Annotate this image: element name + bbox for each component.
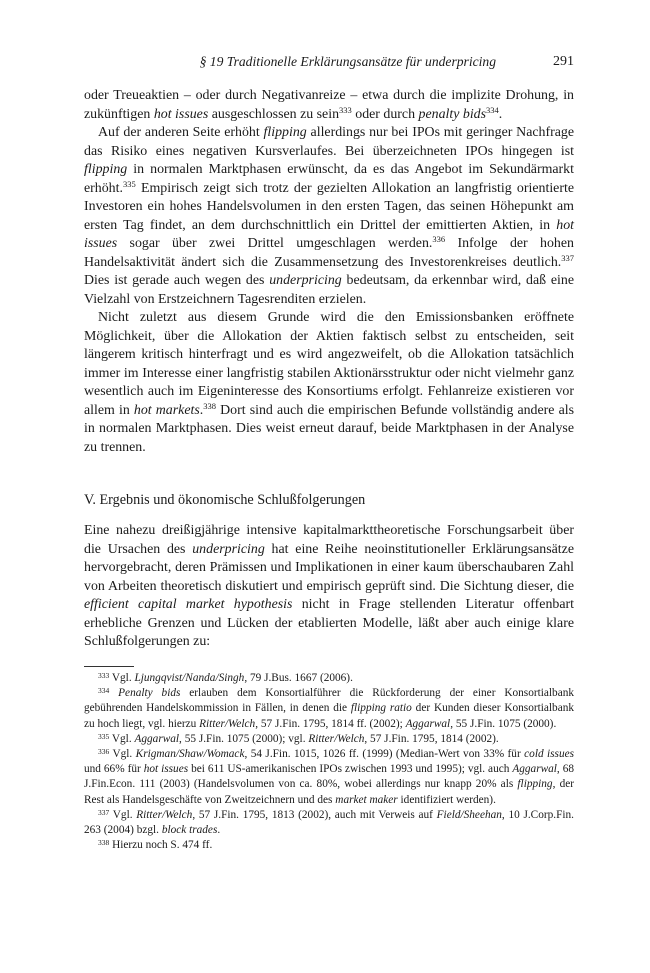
body-text	[84, 87, 574, 457]
italic-term: cold issues	[524, 748, 575, 761]
text-run: , 79 J.Bus. 1667 (2006).	[244, 672, 353, 684]
text-run: ausgeschlossen zu sein	[208, 106, 340, 122]
footnote	[84, 747, 574, 808]
italic-term: hot issues	[143, 763, 189, 776]
paragraph	[84, 309, 574, 457]
text-run: Vgl.	[109, 732, 135, 745]
text-run: , der Rest als Handelsgeschäfte von Zweitzeichnern und des	[84, 778, 575, 806]
footnote	[84, 808, 574, 838]
text-run: Empirisch zeigt sich trotz der gezielten Allokation an langfristig orientierte Investoren ein hohes Handelsvolumen in den ersten Tagen, das seinen Höhepunkt am ersten Tag findet, an dem durchschnittlich ein Drittel der emittierten Aktien, in	[84, 180, 574, 233]
text-run: .	[498, 106, 503, 122]
text-run: , 57 J.Fin. 1795, 1814 ff. (2002);	[255, 717, 406, 730]
text-run: .	[199, 402, 204, 418]
text-run: identifiziert werden).	[397, 793, 496, 806]
italic-term: Penalty bids	[118, 687, 181, 700]
italic-term: hot issues	[153, 106, 209, 122]
footnote	[84, 686, 574, 732]
text-run: , 57 J.Fin. 1795, 1814 (2002).	[364, 732, 499, 745]
page-number: 291	[553, 54, 574, 69]
footnote-ref: 334	[486, 104, 499, 115]
footnote-ref: 333	[339, 104, 352, 115]
running-header	[84, 54, 574, 72]
text-run: Vgl.	[109, 808, 137, 821]
text-run: , 10 J.Corp.Fin. 263 (2004) bzgl.	[84, 808, 574, 837]
text-run: Dort sind auch die empirischen Befunde vollständig andere als in normalen Marktphasen. Dies weist erneut darauf, beide Marktphasen in der Analyse zu trennen.	[84, 402, 575, 455]
text-run: , 54 J.Fin. 1015, 1026 ff. (1999) (Median-Wert von 33% für	[244, 748, 525, 761]
italic-term: Ljungqvist/Nanda/Singh	[134, 672, 245, 684]
italic-term: hot issues	[84, 217, 574, 251]
italic-term: Field/Sheehan	[436, 808, 502, 821]
text-run: und 66% für	[84, 763, 144, 776]
footnote	[84, 838, 574, 853]
text-run: , 57 J.Fin. 1795, 1813 (2002), auch mit Verweis auf	[192, 808, 437, 821]
footnote-rule	[84, 666, 134, 667]
italic-term: Aggarwal	[134, 732, 180, 745]
text-run	[109, 687, 118, 699]
footnote-ref: 338	[203, 400, 216, 411]
text-run: Eine nahezu dreißigjährige intensive kapitalmarkttheoretische Forschungsarbeit über die Ursachen des	[84, 523, 574, 557]
text-run: oder Treueaktien – oder durch Negativanreize – etwa durch die implizite Drohung, in zukünftigen	[84, 88, 574, 122]
text-run: Auf der anderen Seite erhöht	[98, 125, 264, 140]
text-run: bei 611 US-amerikanischen IPOs zwischen 1993 und 1995); vgl. auch	[188, 763, 513, 776]
text-run: , 68 J.Fin.Econ. 111 (2003) (Handelsvolumen von ca. 80%, wobei allerdings nur knapp 20% als	[84, 763, 575, 791]
section-heading: V. Ergebnis und ökonomische Schlußfolgerungen	[84, 492, 366, 508]
text-run: allerdings nur bei IPOs mit geringer Nachfrage das Risiko eines negativen Kursverlaufes. Bei überzeichneten IPOs hingegen ist	[84, 125, 574, 159]
text-run: in normalen Marktphasen erwünscht, da es das Angebot im Sekundärmarkt erhöht.	[84, 162, 574, 196]
footnote-ref: 337	[561, 252, 574, 263]
italic-term: underpricing	[269, 273, 342, 288]
text-run: , 55 J.Fin. 1075 (2000).	[450, 717, 557, 730]
italic-term: hot markets	[133, 402, 200, 418]
footnote-number: 335	[98, 731, 110, 741]
text-run: oder durch	[351, 106, 419, 122]
footnote-ref: 335	[122, 178, 136, 189]
italic-term: penalty bids	[418, 106, 487, 122]
paragraph	[84, 124, 574, 309]
italic-term: flipping ratio	[350, 702, 412, 715]
italic-term: Aggarwal	[512, 763, 557, 776]
text-run: Vgl.	[109, 748, 136, 761]
text-run: sogar über zwei Drittel umgeschlagen werden.	[117, 236, 433, 251]
text-run: .	[217, 824, 221, 837]
italic-term: market maker	[335, 793, 398, 806]
footnote-number: 337	[98, 807, 110, 817]
text-run: der Kunden dieser Konsortialbank zu hoch liegt, vgl. hierzu	[84, 702, 575, 730]
italic-term: Ritter/Welch	[308, 732, 365, 745]
footnote	[84, 671, 574, 686]
text-run: Dies ist gerade auch wegen des	[84, 273, 270, 288]
text-run: Vgl.	[109, 672, 135, 684]
text-run: Hierzu noch S. 474 ff.	[109, 839, 213, 852]
footnote-number: 336	[98, 747, 110, 757]
italic-term: underpricing	[192, 541, 265, 557]
text-run: hat eine Reihe neoinstitutioneller Erklärungsansätze hervorgebracht, deren Prämissen und Implikationen in einer kaum überschaubaren Zahl von Arbeiten theoretisch diskutiert und empirisch geprüft sind. Die Sichtung dieser, die	[84, 541, 574, 594]
section-text	[84, 522, 574, 652]
text-run: nicht in Frage stellenden Literatur offenbart erhebliche Grenzen und Lücken der etablierten Modelle, läßt aber auch einige klare Schlußfolgerungen zu:	[84, 597, 574, 649]
paragraph	[84, 87, 574, 124]
italic-term: Aggarwal	[405, 717, 451, 730]
italic-term: efficient capital market hypothesis	[84, 597, 293, 612]
running-title: § 19 Traditionelle Erklärungsansätze für underpricing	[199, 54, 496, 69]
footnote-ref: 336	[432, 234, 446, 244]
footnote	[84, 732, 574, 747]
text-run: Nicht zuletzt aus diesem Grunde wird die den Emissionsbanken eröffnete Möglichkeit, über die Allokation der Aktien faktisch selbst zu entscheiden, seit längerem kritisch hinterfragt und es wird angezweifelt, ob die Allokation tatsächlich immer im Interesse einer langfristig stabilen Aktionärsstruktur oder nicht vielmehr ganz wesentlich auch im Eigeninteresse des Konsortiums erfolgt. Fehlanreize existieren vor allem in	[84, 310, 574, 418]
italic-term: flipping	[263, 125, 307, 140]
text-run: erlauben dem Konsortialführer die Rückforderung der einer Konsortialbank gebührenden Handelskommission in Fällen, in denen die	[84, 687, 575, 715]
italic-term: block trades	[161, 824, 218, 837]
text-run: bedeutsam, da erkennbar wird, daß eine Vielzahl von Erstzeichnern Tagesrenditen erzielen.	[84, 273, 574, 307]
italic-term: flipping	[517, 778, 553, 791]
text-run: Infolge der hohen Handelsaktivität ändert sich die Zusammensetzung des Investorenkreises deutlich.	[84, 236, 574, 270]
paragraph	[84, 522, 574, 652]
footnote-number: 333	[98, 671, 110, 680]
footnote-number: 334	[98, 686, 110, 696]
italic-term: Ritter/Welch	[199, 717, 256, 730]
italic-term: Ritter/Welch	[136, 808, 193, 821]
italic-term: flipping	[84, 162, 128, 177]
italic-term: Krigman/Shaw/Womack	[135, 748, 245, 761]
footnote-number: 338	[98, 838, 110, 848]
footnotes	[84, 671, 574, 853]
text-run: , 55 J.Fin. 1075 (2000); vgl.	[179, 732, 309, 745]
